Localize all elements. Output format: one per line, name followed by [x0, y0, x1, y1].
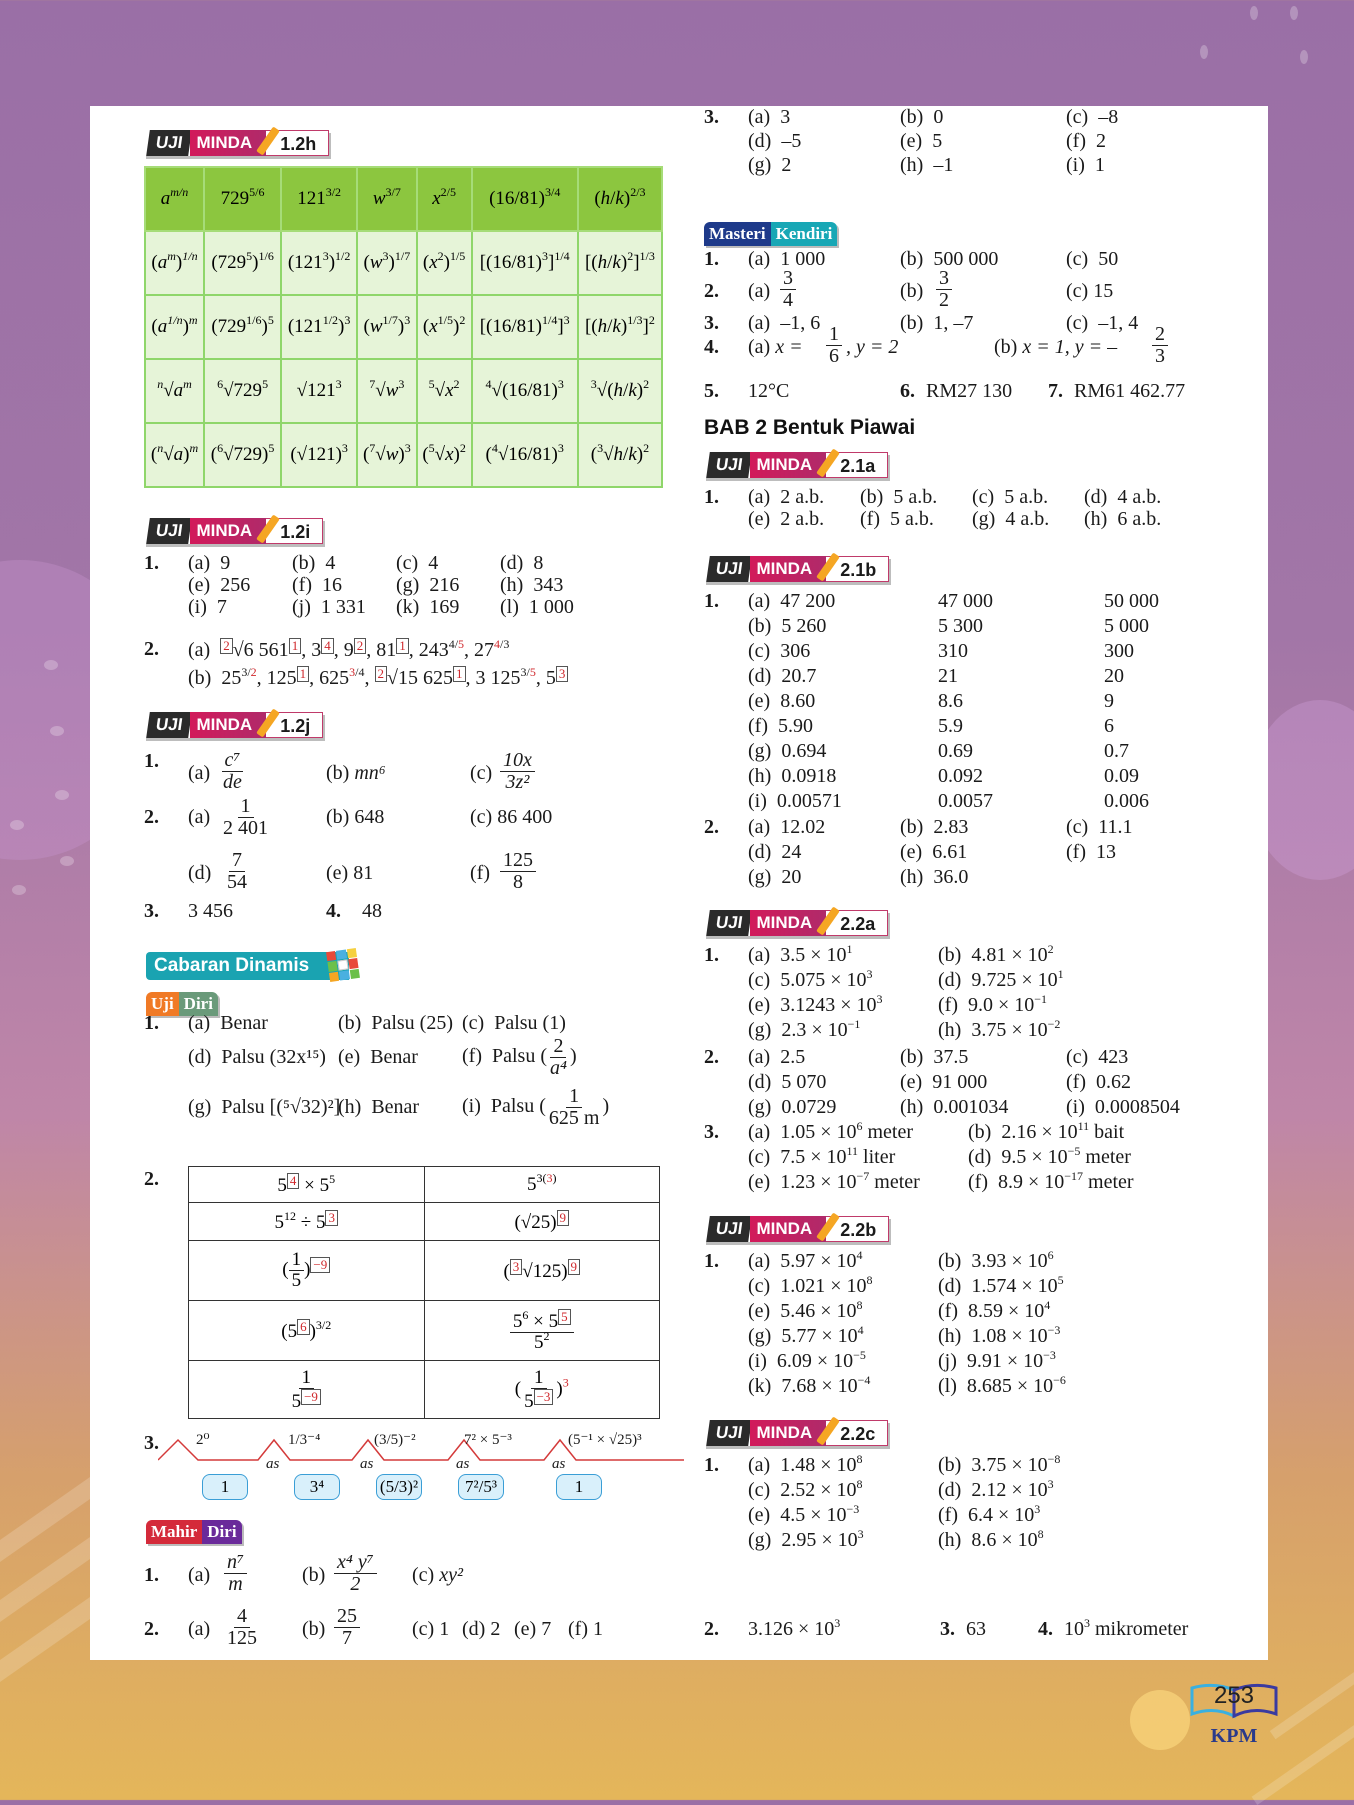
answer-item: (f) Palsu ( $\frac{2}{\text{a⁴}}$ ) [462, 1035, 577, 1079]
answer-pill: 7²/5³ [458, 1474, 504, 1500]
answer-item: (a) 2 a.b. [748, 486, 825, 508]
answer-item: (f) 0.62 [1066, 1071, 1131, 1093]
table-row: $\frac{1}{5 -9}$ ( $\frac{1}{5 -3}$ )$^3$ [189, 1361, 660, 1419]
answer-item: 9 [1104, 690, 1114, 712]
question-number: 1. [144, 552, 159, 574]
answer-item: (c) $2.52 \times 10^8$ [748, 1477, 863, 1501]
question-number: 3. [704, 312, 719, 334]
answer-item: (f) 16 [292, 574, 342, 596]
section-2-2a [704, 910, 888, 936]
answer-item: (c) 5 a.b. [972, 486, 1049, 508]
bg-dot [10, 820, 24, 830]
as-connector: as [552, 1456, 566, 1472]
answer-item: (g) 2 [748, 154, 792, 176]
uji-minda-badge: UJI MINDA 2.1a [704, 452, 888, 478]
answer-item: (b) $4.81 \times 10^2$ [938, 942, 1054, 966]
question-number: 1. [704, 248, 719, 270]
answer-item: (f) $8.9 \times 10^{-17}$ meter [968, 1169, 1134, 1193]
answer-item: (h) $1.08 \times 10^{-3}$ [938, 1323, 1061, 1347]
section-2-1a [704, 452, 888, 478]
answer-item: (e) $1.23 \times 10^{-7}$ meter [748, 1169, 920, 1193]
answer-item: (a) $3.5 \times 10^1$ [748, 942, 853, 966]
answer-item: (a) –1, 6 [748, 312, 821, 334]
uji-minda-badge: UJI MINDA 1.2i [144, 518, 323, 544]
answer-item: (h) 6 a.b. [1084, 508, 1162, 530]
answer-item: 0.0057 [938, 790, 993, 812]
section-2-2c [704, 1420, 888, 1446]
answer-item: (d) $1.574 \times 10^5$ [938, 1273, 1064, 1297]
answer-item: (d) 4 a.b. [1084, 486, 1162, 508]
answer-item: (i) 7 [188, 596, 227, 618]
answer-item: (f) $9.0 \times 10^{-1}$ [938, 992, 1048, 1016]
question-number: 1. [704, 1250, 719, 1272]
index-forms-table [144, 166, 663, 488]
question-number: 1. [704, 1454, 719, 1476]
answer-item: (g) 0.0729 [748, 1096, 837, 1118]
as-connector: as [360, 1456, 374, 1472]
bg-dot [1290, 6, 1298, 20]
answer-item: (c) Palsu (1) [462, 1012, 566, 1034]
answer-item: (c) $5.075 \times 10^3$ [748, 967, 873, 991]
answer-item: (e) 8.60 [748, 690, 816, 712]
answer-item: (a) 3 [748, 106, 791, 128]
answer-pill: (5/3)² [376, 1474, 422, 1500]
answer-item: (e) 256 [188, 574, 251, 596]
bg-dot [44, 660, 58, 670]
answer-item: (i) Palsu ( $\frac{1}{625 m}$ ) [462, 1085, 610, 1129]
answer-item: (i) 1 [1066, 154, 1105, 176]
masteri-kendiri-tag: Masteri Kendiri [704, 222, 837, 246]
answer-item: (c) 4 [396, 552, 439, 574]
answer-item: (b) 0 [900, 106, 944, 128]
question-number: 3. [704, 106, 719, 128]
answer-item: (d) $9.5 \times 10^{-5}$ meter [968, 1144, 1131, 1168]
q2-row: 2. (a) $\frac{1}{2 401}$ (b) 648 (c) 86 400 [144, 795, 553, 839]
equivalence-chain [158, 1426, 684, 1506]
answer-item: (h) 0.0918 [748, 765, 837, 787]
table-row: ( $\frac{1}{5}$ ) −9 ( 3 √125) 9 [189, 1241, 660, 1301]
question-number: 1. [704, 590, 719, 612]
answer-item: 5.9 [938, 715, 963, 737]
table-header-row: $a^{m/n}$ $729^{5/6}$ $121^{3/2}$ $w^{3/7}$ $x^{2/5}$ $(16/81)^{3/4}$ $(h/k)^{2/3}$ [145, 167, 662, 231]
answer-item: (g) 4 a.b. [972, 508, 1050, 530]
answer-item: (b) $3.75 \times 10^{-8}$ [938, 1452, 1061, 1476]
kpm-book-logo [1186, 1680, 1282, 1748]
answer-item: 47 000 [938, 590, 993, 612]
answer-pill: 3⁴ [294, 1474, 340, 1500]
answer-item: (c) $1.021 \times 10^8$ [748, 1273, 873, 1297]
answer-item: (a) Benar [188, 1012, 268, 1034]
answer-item: (a) $1.05 \times 10^6$ meter [748, 1119, 914, 1143]
answer-item: (a) 1 000 [748, 248, 826, 270]
answer-item: (a) $1.48 \times 10^8$ [748, 1452, 863, 1476]
answer-item: (c) $7.5 \times 10^{11}$ liter [748, 1144, 896, 1168]
answer-item: (b) 5 a.b. [860, 486, 938, 508]
answer-item: (g) 0.694 [748, 740, 827, 762]
as-connector: as [456, 1456, 470, 1472]
answer-item: 300 [1104, 640, 1134, 662]
answer-item: (e) $5.46 \times 10^8$ [748, 1298, 863, 1322]
answer-item: 0.09 [1104, 765, 1139, 787]
masteri-q5-q7: 5. 12°C 6. RM27 130 7. RM61 462.77 [704, 380, 1186, 402]
answer-item: (d) 24 [748, 841, 802, 863]
table-row: $(a^m)^{1/n}$ $(729^5)^{1/6}$ $(121^3)^{1/2}$ $(w^3)^{1/7}$ $(x^2)^{1/5}$ $[(16/81)^3]^{1/4}$ $[(h/k)^2]^{1/3}$ [145, 231, 662, 295]
answer-2a: (a) 2 √6 561 1 , 3 4 , 9 2 , 81 1 , $243^{4/5}$, $27^{4/3}$ [188, 637, 510, 661]
answer-item: (c) 306 [748, 640, 811, 662]
section-1-2i [144, 518, 323, 544]
answer-item: 6 [1104, 715, 1114, 737]
answer-item: (b) 2.83 [900, 816, 969, 838]
section-1-2j [144, 712, 323, 738]
question-number: 3. [144, 1432, 159, 1454]
section-1-2h [144, 130, 329, 156]
question-number: 2. [704, 816, 719, 838]
bg-dot [60, 856, 74, 866]
answer-item: 8.6 [938, 690, 963, 712]
answer-item: (d) –5 [748, 130, 802, 152]
answer-item: (h) 0.001034 [900, 1096, 1009, 1118]
uji-minda-badge: UJI MINDA 1.2j [144, 712, 323, 738]
answer-item: (c) –1, 4 [1066, 312, 1139, 334]
answer-item: (b) 500 000 [900, 248, 999, 270]
answer-item: (g) $2.95 \times 10^3$ [748, 1527, 864, 1551]
table-row: 5 $4 \times 5^5$ $5^{3(3)}$ [189, 1167, 660, 1203]
uji-minda-badge: UJI MINDA 2.2a [704, 910, 888, 936]
index-law-table [188, 1166, 660, 1419]
answer-item: (e) 5 [900, 130, 943, 152]
bg-dot [55, 790, 69, 800]
answer-item: 21 [938, 665, 958, 687]
answer-item: (g) $5.77 \times 10^4$ [748, 1323, 864, 1347]
uji-diri-tag: Uji Diri [146, 992, 218, 1016]
q3-q4-row: 3. 3 456 4. 48 [144, 900, 382, 922]
bg-dot [12, 885, 26, 895]
answer-item: (c) –8 [1066, 106, 1119, 128]
answer-item: (a) 12.02 [748, 816, 826, 838]
answer-item: 310 [938, 640, 968, 662]
chain-term: 2⁰ [196, 1432, 210, 1448]
cabaran-dinamis-banner: Cabaran Dinamis [146, 952, 349, 980]
bg-dot [1250, 6, 1258, 20]
table-row: $5^{12} \div 5$ 3 (√25) 9 [189, 1203, 660, 1241]
answer-item: (l) 1 000 [500, 596, 574, 618]
answer-item: (g) $2.3 \times 10^{-1}$ [748, 1017, 861, 1041]
answer-page: UJI MINDA 1.2h $a^{m/n}$ $729^{5/6}$ $121^{3/2}$ $w^{3/7}$ $x^{2/5}$ $(16/81)^{3/4}$ $(h/k)^{2/3}$ $(a^m)^{1/n}$ $(729^5)^{1/6}$ $(121^3)^{1/2}$ $(w^3)^{1/7}$ $(x^2)^{1/5}$ $[(16/81)^3]^{1/4}$ $[(h/k)^2]^{1/3}$ $(a^{1/n})^m$ $(729^{1/6})^5$ $(121^{1/2})^3$ $(w^{1/7})^3$ $(x^{1/5})^2$ $[(16/81)^{1/4}]^3$ $[(h/k)^{1/3}]^2$ $^n√a^m$ $^6√729^5$ $√121^3$ $^7√w^3$ $^5√x^2$ $^4√(16/81)^3$ $^3√(h/k)^2$ $(^n√a)^m$ $(^6√729)^5$ $(√121)^3$ $(^7√w)^3$ $(^5√x)^2$ $(^4√16/81)^3$ $(^3√h/k)^2$ UJI MINDA 1.2i 1. (a) 9 (b) 4 (c) 4 (d) 8 (e) 256 (f) 16 (g) 216 (h) 343 (i) 7 (j) 1 331 (k) 169 (l) 1 000 2. (a) 2 √6 561 1 , 3 4 , 9 2 , 81 1 , $243^{4/5}$, $27^{4/3}$ (b) $25^{3/2}$, 125 1 , $625^{3/4}$, 2 √15 625 1 , 3 $125^{3/5}$, 5 3 UJI MINDA 1.2j 1. (a) $\frac{\text{c⁷}}{de}$ (b) mn⁶ (c) $\frac{10x}{\text{3z²}}$ 2. (a) $\frac{1}{2 401}$ (b) 648 (c) 86 400 (d) $\frac{7}{54}$ (e) 81 (f) $\frac{125}{8}$ 3. 3 456 4. 48 Cabaran Dinamis Uji Diri 1. (a) Benar (b) Palsu (25) (c) Palsu (1) (d) Palsu (32x¹⁵) (e) Benar (f) Palsu ( $\frac{2}{\text{a⁴}}$ ) (g) Palsu [(⁵√32)²] (h) Benar (i) Palsu ( $\frac{1}{625 m}$ ) 2. 5 $4 \times 5^5$ $5^{3(3)}$ $5^{12} \div 5$ 3 (√25) 9 ( $\frac{1}{5}$ ) −9 ( 3 √125) 9 (5 6 )$^{3/2}$ $\frac{5^6 \times 5 5}{5^2}$ $\frac{1}{5 -9}$ ( $\frac{1}{5 -3}$ )$^3$ 3. 2⁰ 1/3⁻⁴ (3/5)⁻² 7² × 5⁻³ (5⁻¹ × √25)³ as as as as 1 3⁴ (5/3)² 7²/5³ 1 Mahir Diri 1. (a) $\frac{\text{n⁷}}{m}$ (b) $\frac{\text{x⁴ y⁷}}{2}$ (c) xy² 2. (a) $\frac{4}{125}$ (b) $\frac{25}{7}$ (c) 1 (d) 2 (e) 7 (f) 1 3. (a) 3 (b) 0 (c) –8 (d) –5 (e) 5 (f) 2 (g) 2 (h) –1 (i) 1 Masteri Kendiri 1. (a) 1 000 (b) 500 000 (c) 50 3. (a) –1, 6 (b) 1, –7 (c) –1, 4 2. (a) $\frac{3}{4}$ (b) $\frac{3}{2}$ (c) 15 4. (a) x = $\frac{1}{6}$ , y = 2 (b) x = 1, y = – $\frac{2}{3}$ 5. 12°C 6. RM27 130 7. RM61 462.77 BAB 2 Bentuk Piawai UJI MINDA 2.1a 1. (a) 2 a.b. (b) 5 a.b. (c) 5 a.b. (d) 4 a.b. (e) 2 a.b. (f) 5 a.b. (g) 4 a.b. (h) 6 a.b. UJI MINDA 2.1b 1. (a) 47 200 47 000 50 000 (b) 5 260 5 300 5 000 (c) 306 310 300 (d) 20.7 21 20 (e) 8.60 8.6 9 (f) 5.90 5.9 6 (g) 0.694 0.69 0.7 (h) 0.0918 0.092 0.09 (i) 0.00571 0.0057 0.006 2. (a) 12.02 (b) 2.83 (c) 11.1 (d) 24 (e) 6.61 (f) 13 (g) 20 (h) 36.0 UJI MINDA 2.2a 1. (a) $3.5 \times 10^1$ (b) $4.81 \times 10^2$ (c) $5.075 \times 10^3$ (d) $9.725 \times 10^1$ (e) $3.1243 \times 10^3$ (f) $9.0 \times 10^{-1}$ (g) $2.3 \times 10^{-1}$ (h) $3.75 \times 10^{-2}$ 2. (a) 2.5 (b) 37.5 (c) 423 (d) 5 070 (e) 91 000 (f) 0.62 (g) 0.0729 (h) 0.001034 (i) 0.0008504 3. (a) $1.05 \times 10^6$ meter (b) $2.16 \times 10^{11}$ bait (c) $7.5 \times 10^{11}$ liter (d) $9.5 \times 10^{-5}$ meter (e) $1.23 \times 10^{-7}$ meter (f) $8.9 \times 10^{-17}$ meter UJI MINDA 2.2b 1. (a) $5.97 \times 10^4$ (b) $3.93 \times 10^6$ (c) $1.021 \times 10^8$ (d) $1.574 \times 10^5$ (e) $5.46 \times 10^8$ (f) $8.59 \times 10^4$ (g) $5.77 \times 10^4$ (h) $1.08 \times 10^{-3}$ (i) $6.09 \times 10^{-5}$ (j) $9.91 \times 10^{-3}$ (k) $7.68 \times 10^{-4}$ (l) $8.685 \times 10^{-6}$ UJI MINDA 2.2c 1. (a) $1.48 \times 10^8$ (b) $3.75 \times 10^{-8}$ (c) $2.52 \times 10^8$ (d) $2.12 \times 10^3$ (e) $4.5 \times 10^{-3}$ (f) $6.4 \times 10^3$ (g) $2.95 \times 10^3$ (h) $8.6 \times 10^8$ 2. $3.126 \times 10^3$ 3. 63 4. $10^3$ mikrometer [90, 106, 1268, 1660]
rubik-cube-icon [326, 948, 360, 982]
table-row: (5 6 )$^{3/2}$ $\frac{5^6 \times 5 5}{5^2}$ [189, 1301, 660, 1361]
answer-item: (g) Palsu [(⁵√32)²] [188, 1096, 341, 1118]
answer-item: (b) $2.16 \times 10^{11}$ bait [968, 1119, 1125, 1143]
page-number: 253 [1213, 1682, 1255, 1709]
answer-item: (k) 169 [396, 596, 460, 618]
answer-item: 0.006 [1104, 790, 1149, 812]
answer-pill: 1 [202, 1474, 248, 1500]
answer-item: (e) Benar [338, 1046, 418, 1068]
publisher-label: KPM [1210, 1725, 1258, 1747]
answer-item: (f) 13 [1066, 841, 1116, 863]
question-number: 2. [704, 1046, 719, 1068]
answer-item: (b) Palsu (25) [338, 1012, 453, 1034]
answer-item: (k) $7.68 \times 10^{-4}$ [748, 1373, 871, 1397]
question-number: 3. [704, 1121, 719, 1143]
answer-item: (a) 47 200 [748, 590, 836, 612]
answer-item: (e) 91 000 [900, 1071, 988, 1093]
bg-dot [1200, 45, 1208, 59]
answer-item: 0.7 [1104, 740, 1129, 762]
answer-item: 5 300 [938, 615, 983, 637]
answer-item: (e) 2 a.b. [748, 508, 825, 530]
answer-item: (f) 2 [1066, 130, 1106, 152]
answer-pill: 1 [556, 1474, 602, 1500]
answer-item: (a) 2.5 [748, 1046, 806, 1068]
answer-item: (h) $8.6 \times 10^8$ [938, 1527, 1044, 1551]
answer-item: (b) 37.5 [900, 1046, 969, 1068]
answer-2b: (b) $25^{3/2}$, 125 1 , $625^{3/4}$, 2 √15 625 1 , 3 $125^{3/5}$, 5 3 [188, 666, 568, 690]
table-row: $(^n√a)^m$ $(^6√729)^5$ $(√121)^3$ $(^7√w)^3$ $(^5√x)^2$ $(^4√16/81)^3$ $(^3√h/k)^2$ [145, 423, 662, 487]
s22c-q2-q4: 2. $3.126 \times 10^3$ 3. 63 4. $10^3$ mikrometer [704, 1616, 1189, 1640]
answer-item: 20 [1104, 665, 1124, 687]
answer-item: (h) –1 [900, 154, 954, 176]
answer-item: (c) 50 [1066, 248, 1119, 270]
question-number: 1. [704, 944, 719, 966]
answer-item: (j) $9.91 \times 10^{-3}$ [938, 1348, 1056, 1372]
answer-item: 0.69 [938, 740, 973, 762]
answer-item: (g) 216 [396, 574, 460, 596]
uji-minda-badge: UJI MINDA 1.2h [144, 130, 329, 156]
answer-item: (d) 20.7 [748, 665, 817, 687]
answer-item: (f) $6.4 \times 10^3$ [938, 1502, 1041, 1526]
as-connector: as [266, 1456, 280, 1472]
answer-item: (d) Palsu (32x¹⁵) [188, 1046, 326, 1068]
answer-item: (l) $8.685 \times 10^{-6}$ [938, 1373, 1066, 1397]
answer-item: (a) 9 [188, 552, 231, 574]
bg-stripe [1270, 1651, 1354, 1739]
section-2-1b [704, 556, 889, 582]
bg-dot [50, 726, 64, 736]
chain-term: (5⁻¹ × √25)³ [568, 1432, 642, 1448]
answer-item: (e) $4.5 \times 10^{-3}$ [748, 1502, 860, 1526]
answer-item: (f) $8.59 \times 10^4$ [938, 1298, 1051, 1322]
answer-item: (i) 0.0008504 [1066, 1096, 1180, 1118]
question-number: 1. [144, 1012, 159, 1034]
answer-item: (d) 8 [500, 552, 544, 574]
answer-item: (h) 343 [500, 574, 564, 596]
question-number: 2. [144, 1168, 159, 1190]
answer-item: (e) $3.1243 \times 10^3$ [748, 992, 883, 1016]
answer-item: 50 000 [1104, 590, 1159, 612]
answer-item: (i) 0.00571 [748, 790, 842, 812]
answer-item: (f) 5.90 [748, 715, 813, 737]
answer-item: (j) 1 331 [292, 596, 366, 618]
section-2-2b [704, 1216, 889, 1242]
chain-term: 1/3⁻⁴ [288, 1432, 321, 1448]
uji-minda-badge: UJI MINDA 2.1b [704, 556, 889, 582]
uji-minda-badge: UJI MINDA 2.2c [704, 1420, 888, 1446]
uji-minda-badge: UJI MINDA 2.2b [704, 1216, 889, 1242]
answer-item: 0.092 [938, 765, 983, 787]
answer-item: (d) 5 070 [748, 1071, 827, 1093]
bg-circle-bottom [1130, 1690, 1190, 1750]
question-number: 2. [144, 638, 159, 660]
table-row: $(a^{1/n})^m$ $(729^{1/6})^5$ $(121^{1/2})^3$ $(w^{1/7})^3$ $(x^{1/5})^2$ $[(16/81)^{1/4}]^3$ $[(h/k)^{1/3}]^2$ [145, 295, 662, 359]
answer-item: (c) 11.1 [1066, 816, 1133, 838]
chain-term: (3/5)⁻² [374, 1432, 416, 1448]
q1-row: 1. (a) $\frac{\text{c⁷}}{de}$ (b) mn⁶ (c) $\frac{10x}{\text{3z²}}$ [144, 750, 159, 773]
answer-item: (e) 6.61 [900, 841, 968, 863]
answer-item: (h) Benar [338, 1096, 420, 1118]
chain-term: 7² × 5⁻³ [464, 1432, 512, 1448]
answer-item: (d) $2.12 \times 10^3$ [938, 1477, 1054, 1501]
answer-item: (b) 5 260 [748, 615, 827, 637]
answer-item: (b) 1, –7 [900, 312, 974, 334]
question-number: 1. [704, 486, 719, 508]
answer-item: (h) 36.0 [900, 866, 969, 888]
answer-item: (a) $5.97 \times 10^4$ [748, 1248, 863, 1272]
answer-item: (g) 20 [748, 866, 802, 888]
answer-item: (f) 5 a.b. [860, 508, 934, 530]
answer-item: (i) $6.09 \times 10^{-5}$ [748, 1348, 866, 1372]
mahir-diri-tag: Mahir Diri [146, 1520, 242, 1544]
answer-item: (h) $3.75 \times 10^{-2}$ [938, 1017, 1061, 1041]
bg-dot [1300, 50, 1308, 64]
answer-item: (b) $3.93 \times 10^6$ [938, 1248, 1054, 1272]
chapter-title: BAB 2 Bentuk Piawai [704, 416, 916, 439]
answer-item: (b) 4 [292, 552, 336, 574]
answer-item: 5 000 [1104, 615, 1149, 637]
answer-item: (d) $9.725 \times 10^1$ [938, 967, 1064, 991]
answer-item: (c) 423 [1066, 1046, 1129, 1068]
table-row: $^n√a^m$ $^6√729^5$ $√121^3$ $^7√w^3$ $^5√x^2$ $^4√(16/81)^3$ $^3√(h/k)^2$ [145, 359, 662, 423]
